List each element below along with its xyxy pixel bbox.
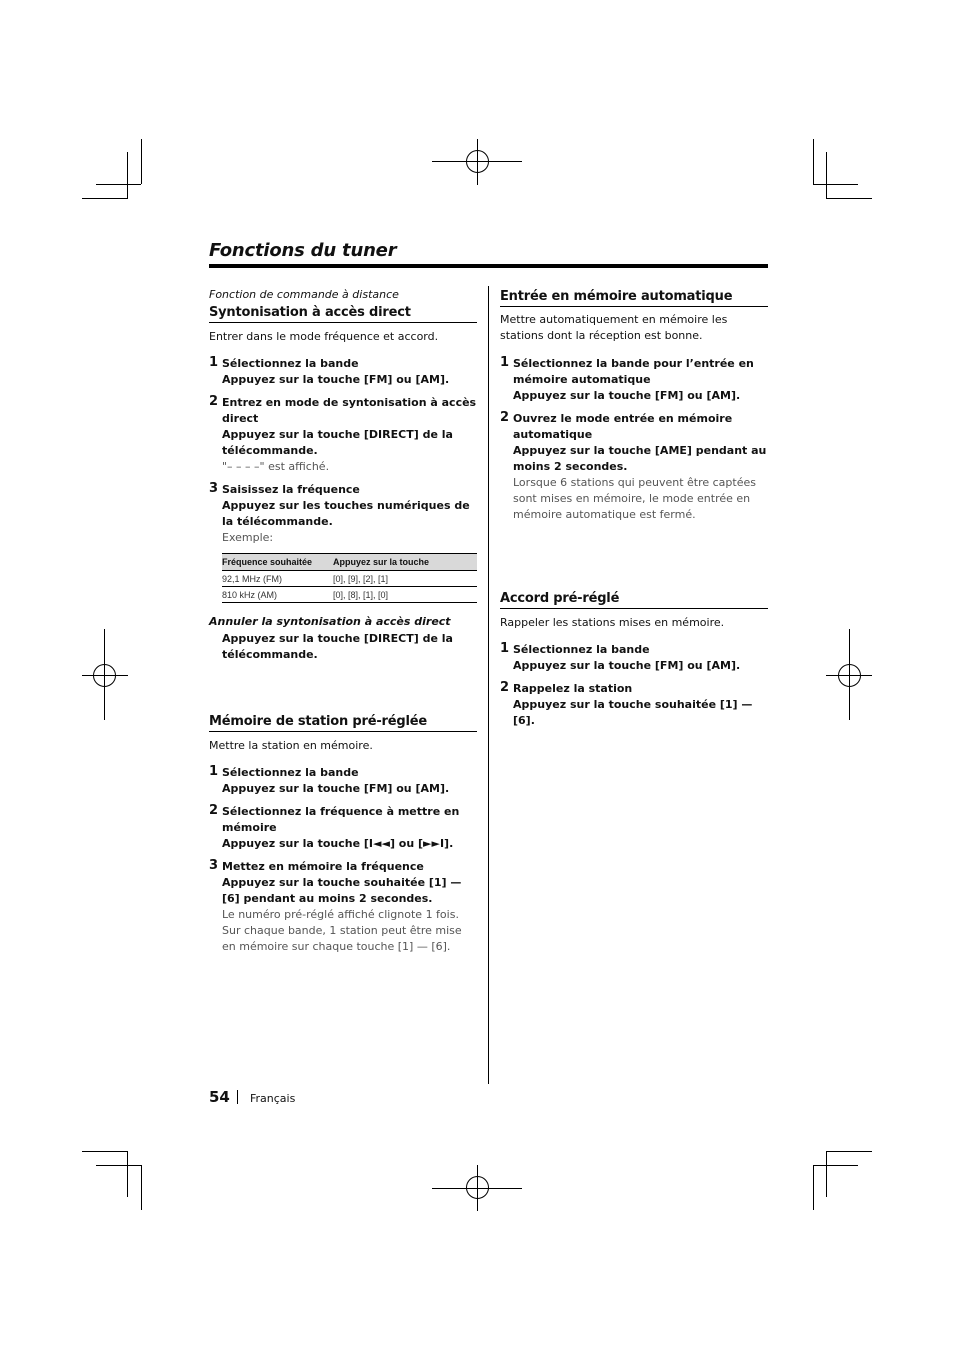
page-number: 54 [209, 1088, 230, 1106]
table-cell: 92,1 MHz (FM) [222, 571, 333, 587]
step-title: Rappelez la station [513, 682, 633, 695]
footer-separator [237, 1090, 238, 1104]
step-title: Ouvrez le mode entrée en mémoire automatique [513, 412, 733, 441]
step-action: Appuyez sur la touche [FM] ou [AM]. [513, 389, 741, 402]
step-title: Sélectionnez la fréquence à mettre en mémoire [222, 805, 460, 834]
step-note: Lorsque 6 stations qui peuvent être captées sont mises en mémoire, le mode entrée en mémoire automatique est fermé. [513, 476, 756, 521]
step-action: Appuyez sur les touches numériques de la télécommande. [222, 499, 470, 528]
column-divider [488, 286, 489, 1084]
step-number: 2 [209, 803, 219, 818]
section-intro-auto-memory: Mettre automatiquement en mémoire les stations dont la réception est bonne. [500, 313, 728, 342]
page-language: Français [250, 1092, 296, 1105]
page-title: Fonctions du tuner [209, 240, 397, 261]
step-number: 3 [209, 481, 219, 496]
cancel-direct-heading: Annuler la syntonisation à accès direct [209, 615, 451, 628]
step-title: Sélectionnez la bande [513, 643, 650, 656]
step-title: Sélectionnez la bande [222, 357, 359, 370]
step-title: Sélectionnez la bande pour l’entrée en mémoire automatique [513, 357, 754, 386]
section-intro-preset-memory: Mettre la station en mémoire. [209, 739, 373, 752]
step-title: Sélectionnez la bande [222, 766, 359, 779]
section-intro-direct-tuning: Entrer dans le mode fréquence et accord. [209, 330, 439, 343]
title-rule [209, 264, 768, 268]
frequency-example-table [222, 553, 477, 603]
step-title: Entrez en mode de syntonisation à accès direct [222, 396, 477, 425]
table-cell: 810 kHz (AM) [222, 587, 333, 603]
table-cell: [0], [8], [1], [0] [333, 587, 477, 603]
step-number: 1 [209, 764, 219, 779]
table-cell: [0], [9], [2], [1] [333, 571, 477, 587]
step-title: Saisissez la fréquence [222, 483, 360, 496]
remote-control-note: Fonction de commande à distance [209, 288, 399, 301]
step-number: 2 [209, 394, 219, 409]
step-action: Appuyez sur la touche [FM] ou [AM]. [222, 782, 450, 795]
section-heading-preset-memory: Mémoire de station pré-réglée [209, 714, 477, 732]
step-title: Mettez en mémoire la fréquence [222, 860, 424, 873]
step-number: 2 [500, 410, 510, 425]
step-action: Appuyez sur la touche souhaitée [1] — [6]. [513, 698, 753, 727]
section-heading-preset-tuning: Accord pré-réglé [500, 591, 768, 609]
section-heading-direct-tuning: Syntonisation à accès direct [209, 305, 477, 323]
step-number: 1 [500, 355, 510, 370]
step-number: 1 [500, 641, 510, 656]
cancel-direct-action: Appuyez sur la touche [DIRECT] de la télécommande. [222, 632, 453, 661]
step-number: 3 [209, 858, 219, 873]
table-header-row [222, 554, 477, 571]
step-note: Le numéro pré-réglé affiché clignote 1 fois. Sur chaque bande, 1 station peut être mise en mémoire sur chaque touche [1] — [6]. [222, 908, 462, 953]
step-action: Appuyez sur la touche [AME] pendant au moins 2 secondes. [513, 444, 767, 473]
step-number: 1 [209, 355, 219, 370]
step-note: "– – – –" est affiché. [222, 460, 330, 473]
table-header-cell: Fréquence souhaitée [222, 554, 333, 571]
step-action: Appuyez sur la touche [FM] ou [AM]. [513, 659, 741, 672]
step-note: Exemple: [222, 531, 274, 544]
section-intro-preset-tuning: Rappeler les stations mises en mémoire. [500, 616, 725, 629]
step-action: Appuyez sur la touche [DIRECT] de la télécommande. [222, 428, 453, 457]
table-header-cell: Appuyez sur la touche [333, 554, 477, 571]
section-heading-auto-memory: Entrée en mémoire automatique [500, 289, 768, 307]
table-row [222, 587, 477, 603]
step-action: Appuyez sur la touche [FM] ou [AM]. [222, 373, 450, 386]
step-action: Appuyez sur la touche souhaitée [1] — [6] pendant au moins 2 secondes. [222, 876, 462, 905]
step-action: Appuyez sur la touche [I◄◄] ou [►►I]. [222, 837, 454, 850]
table-row [222, 571, 477, 587]
step-number: 2 [500, 680, 510, 695]
